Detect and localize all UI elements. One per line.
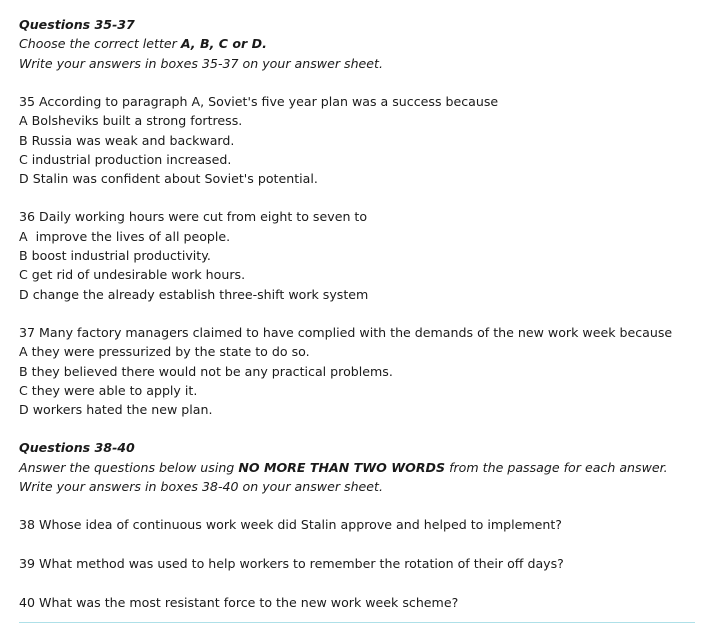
instruction-write-answers-38-40: Write your answers in boxes 38-40 on your answer sheet. [19,479,383,495]
option-c: C they were able to apply it. [19,383,198,399]
section-heading-38-40: Questions 38-40 [19,440,135,456]
option-c: C industrial production increased. [19,151,232,167]
option-c: C get rid of undesirable work hours. [19,267,246,283]
option-a: A Bolsheviks built a strong fortress. [19,113,243,129]
option-d: D change the already establish three-shift work system [19,286,369,302]
section-heading-35-37: Questions 35-37 [19,17,135,32]
option-d: D workers hated the new plan. [19,402,213,418]
option-d: D Stalin was confident about Soviet's potential. [19,171,318,187]
question-38: 38 Whose idea of continuous work week did Stalin approve and helped to implement? [19,517,562,533]
option-a: A improve the lives of all people. [19,228,231,244]
option-b: B they believed there would not be any practical problems. [19,363,393,379]
instruction-choose-letter: Choose the correct letter A, B, C or D. [19,36,267,52]
question-stem: 37 Many factory managers claimed to have complied with the demands of the new work week because [19,324,673,340]
document-body [19,15,709,613]
option-b: B Russia was weak and backward. [19,132,235,148]
instruction-no-more-than-two-words: Answer the questions below using NO MORE THAN TWO WORDS from the passage for each answer. [19,459,668,475]
question-stem: 36 Daily working hours were cut from eight to seven to [19,209,368,225]
question-36 [19,207,709,304]
question-39: 39 What method was used to help workers to remember the rotation of their off days? [19,556,564,572]
bottom-divider [19,622,695,623]
instruction-write-answers-35-37: Write your answers in boxes 35-37 on your answer sheet. [19,55,383,71]
question-40: 40 What was the most resistant force to the new work week scheme? [19,595,459,611]
option-b: B boost industrial productivity. [19,248,211,264]
question-stem: 35 According to paragraph A, Soviet's five year plan was a success because [19,93,499,109]
option-a: A they were pressurized by the state to do so. [19,344,310,360]
question-37 [19,323,709,420]
question-35 [19,92,709,189]
